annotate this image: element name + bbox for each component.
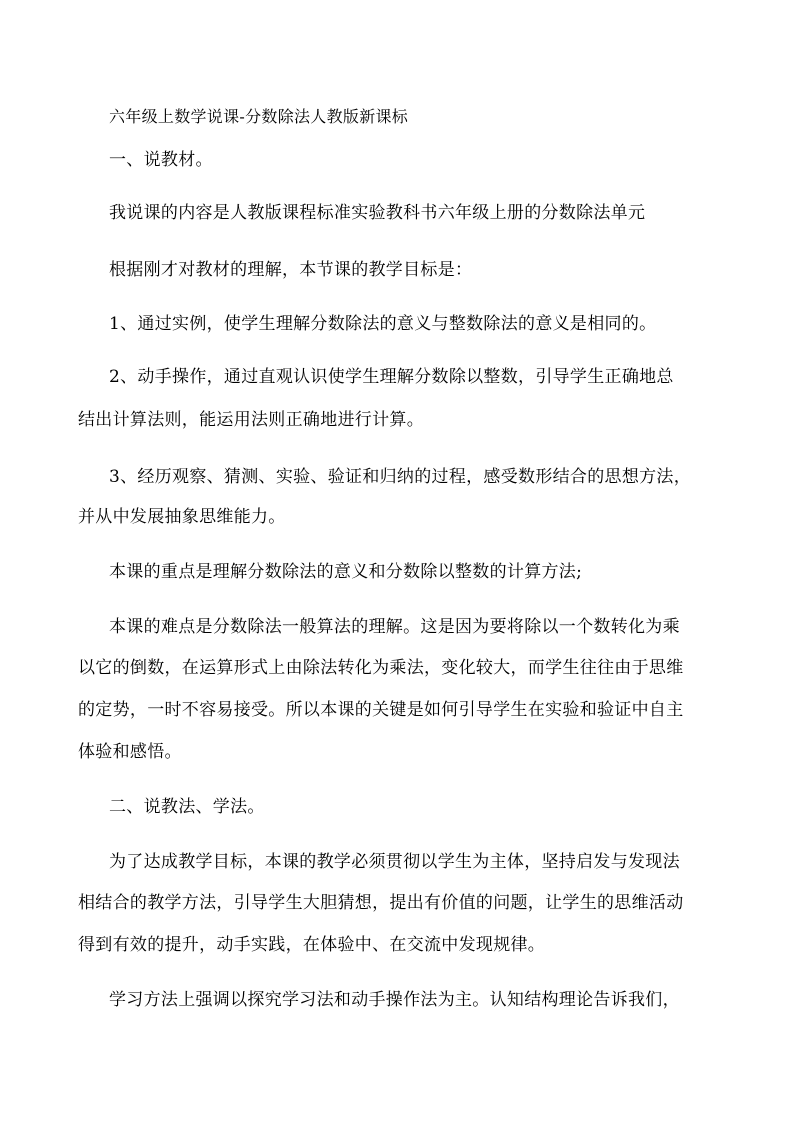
- paragraph-method-line-1: 为了达成教学目标，本课的教学必须贯彻以学生为主体，坚持启发与发现法: [109, 852, 680, 872]
- goal-item-2-line-1: 2、动手操作，通过直观认识使学生理解分数除以整数，引导学生正确地总: [109, 367, 674, 387]
- goal-item-1: 1、通过实例，使学生理解分数除法的意义与整数除法的意义是相同的。: [109, 314, 657, 334]
- document-title: 六年级上数学说课-分数除法人教版新课标: [109, 107, 409, 126]
- section-heading-methods: 二、说教法、学法。: [109, 797, 265, 817]
- paragraph-difficulty-line-3: 的定势，一时不容易接受。所以本课的关键是如何引导学生在实验和验证中自主: [78, 700, 684, 720]
- paragraph-method-line-3: 得到有效的提升，动手实践，在体验中、在交流中发现规律。: [78, 935, 546, 955]
- paragraph-difficulty-line-4: 体验和感悟。: [78, 742, 182, 762]
- paragraph-difficulty-line-2: 以它的倒数，在运算形式上由除法转化为乘法，变化较大，而学生往往由于思维: [78, 658, 684, 678]
- paragraph-goal-intro: 根据刚才对教材的理解，本节课的教学目标是：: [109, 260, 473, 280]
- paragraph-learning-line-1: 学习方法上强调以探究学习法和动手操作法为主。认知结构理论告诉我们，: [109, 990, 680, 1010]
- paragraph-key-point: 本课的重点是理解分数除法的意义和分数除以整数的计算方法;: [109, 562, 583, 582]
- goal-item-3-line-1: 3、经历观察、猜测、实验、验证和归纳的过程，感受数形结合的思想方法，: [109, 467, 692, 487]
- paragraph-difficulty-line-1: 本课的难点是分数除法一般算法的理解。这是因为要将除以一个数转化为乘: [109, 617, 680, 637]
- paragraph-content: 我说课的内容是人教版课程标准实验教科书六年级上册的分数除法单元: [109, 203, 646, 223]
- paragraph-method-line-2: 相结合的教学方法，引导学生大胆猜想，提出有价值的问题，让学生的思维活动: [78, 893, 684, 913]
- goal-item-2-line-2: 结出计算法则，能运用法则正确地进行计算。: [78, 410, 424, 430]
- section-heading-teaching-material: 一、说教材。: [109, 150, 213, 170]
- goal-item-3-line-2: 并从中发展抽象思维能力。: [78, 507, 286, 527]
